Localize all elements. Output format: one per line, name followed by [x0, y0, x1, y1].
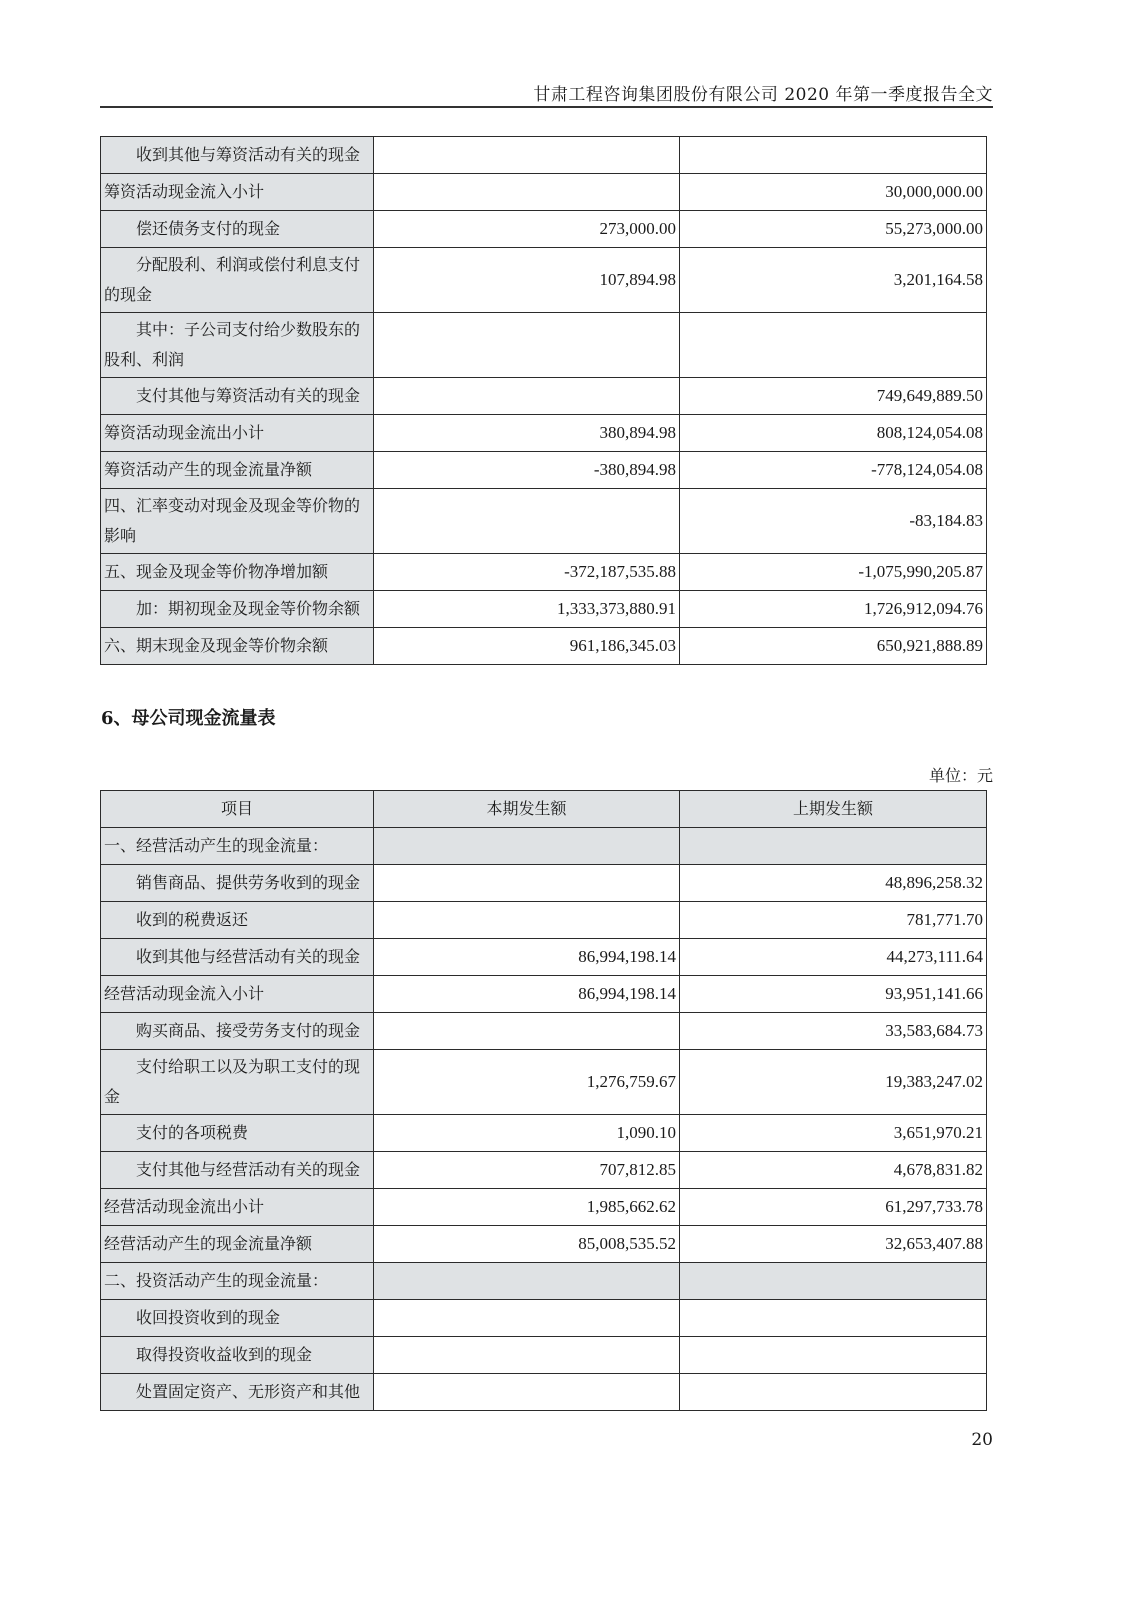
prior-period-value: 44,273,111.64	[680, 939, 987, 976]
prior-period-value: -83,184.83	[680, 489, 987, 554]
row-label: 其中：子公司支付给少数股东的股利、利润	[101, 313, 374, 378]
table-row	[101, 452, 987, 489]
table-row	[101, 313, 987, 378]
current-period-value	[374, 902, 680, 939]
table-row	[101, 174, 987, 211]
prior-period-value: 48,896,258.32	[680, 865, 987, 902]
prior-period-value: 4,678,831.82	[680, 1152, 987, 1189]
table-row	[101, 378, 987, 415]
prior-period-value	[680, 1374, 987, 1411]
row-label: 六、期末现金及现金等价物余额	[101, 628, 374, 665]
row-label: 支付其他与筹资活动有关的现金	[101, 378, 374, 415]
row-label: 偿还债务支付的现金	[101, 211, 374, 248]
row-label: 处置固定资产、无形资产和其他	[101, 1374, 374, 1411]
prior-period-value: 32,653,407.88	[680, 1226, 987, 1263]
row-label: 销售商品、提供劳务收到的现金	[101, 865, 374, 902]
table-row	[101, 628, 987, 665]
prior-period-value: 93,951,141.66	[680, 976, 987, 1013]
row-label: 取得投资收益收到的现金	[101, 1337, 374, 1374]
row-label: 收到其他与经营活动有关的现金	[101, 939, 374, 976]
current-period-value	[374, 1013, 680, 1050]
table-row	[101, 137, 987, 174]
table-row	[101, 554, 987, 591]
table-row	[101, 976, 987, 1013]
prior-period-value: -778,124,054.08	[680, 452, 987, 489]
prior-period-value	[680, 1300, 987, 1337]
row-label: 收到的税费返还	[101, 902, 374, 939]
row-label: 五、现金及现金等价物净增加额	[101, 554, 374, 591]
table-row	[101, 902, 987, 939]
current-period-value: 1,985,662.62	[374, 1189, 680, 1226]
prior-period-value: 61,297,733.78	[680, 1189, 987, 1226]
row-label: 加：期初现金及现金等价物余额	[101, 591, 374, 628]
prior-period-value	[680, 1263, 987, 1300]
row-label: 支付给职工以及为职工支付的现金	[101, 1050, 374, 1115]
prior-period-value: 30,000,000.00	[680, 174, 987, 211]
row-label: 筹资活动现金流入小计	[101, 174, 374, 211]
column-header-current: 本期发生额	[374, 791, 680, 828]
table-row	[101, 1337, 987, 1374]
current-period-value: 86,994,198.14	[374, 976, 680, 1013]
page-number: 20	[971, 1430, 993, 1450]
table-row	[101, 1226, 987, 1263]
current-period-value: 85,008,535.52	[374, 1226, 680, 1263]
current-period-value: 380,894.98	[374, 415, 680, 452]
table-row	[101, 248, 987, 313]
unit-label: 单位：元	[928, 766, 993, 785]
row-label: 分配股利、利润或偿付利息支付的现金	[101, 248, 374, 313]
table-row	[101, 415, 987, 452]
table-row	[101, 1013, 987, 1050]
current-period-value: 86,994,198.14	[374, 939, 680, 976]
table-row	[101, 1189, 987, 1226]
row-label: 一、经营活动产生的现金流量：	[101, 828, 374, 865]
row-label: 经营活动现金流入小计	[101, 976, 374, 1013]
table-header-row	[101, 791, 987, 828]
table-row	[101, 1300, 987, 1337]
prior-period-value: 1,726,912,094.76	[680, 591, 987, 628]
prior-period-value: 749,649,889.50	[680, 378, 987, 415]
prior-period-value: 3,201,164.58	[680, 248, 987, 313]
prior-period-value	[680, 1337, 987, 1374]
table-row	[101, 489, 987, 554]
current-period-value: 273,000.00	[374, 211, 680, 248]
table-row	[101, 1115, 987, 1152]
current-period-value: 1,333,373,880.91	[374, 591, 680, 628]
current-period-value	[374, 1300, 680, 1337]
current-period-value	[374, 828, 680, 865]
row-label: 收到其他与筹资活动有关的现金	[101, 137, 374, 174]
financing-cash-flow-table	[100, 136, 987, 665]
report-header-title: 甘肃工程咨询集团股份有限公司 2020 年第一季度报告全文	[533, 85, 993, 105]
row-label: 购买商品、接受劳务支付的现金	[101, 1013, 374, 1050]
column-header-prior: 上期发生额	[680, 791, 987, 828]
prior-period-value: 19,383,247.02	[680, 1050, 987, 1115]
current-period-value: 107,894.98	[374, 248, 680, 313]
current-period-value	[374, 313, 680, 378]
current-period-value: 961,186,345.03	[374, 628, 680, 665]
prior-period-value: 33,583,684.73	[680, 1013, 987, 1050]
table-row	[101, 1374, 987, 1411]
current-period-value	[374, 865, 680, 902]
current-period-value	[374, 137, 680, 174]
row-label: 支付其他与经营活动有关的现金	[101, 1152, 374, 1189]
current-period-value: 1,276,759.67	[374, 1050, 680, 1115]
section-header-row	[101, 828, 987, 865]
current-period-value	[374, 378, 680, 415]
prior-period-value: 55,273,000.00	[680, 211, 987, 248]
row-label: 经营活动产生的现金流量净额	[101, 1226, 374, 1263]
column-header-item: 项目	[101, 791, 374, 828]
prior-period-value: -1,075,990,205.87	[680, 554, 987, 591]
header-divider	[100, 106, 993, 108]
prior-period-value: 3,651,970.21	[680, 1115, 987, 1152]
prior-period-value	[680, 313, 987, 378]
row-label: 支付的各项税费	[101, 1115, 374, 1152]
current-period-value	[374, 489, 680, 554]
section-header-row	[101, 1263, 987, 1300]
row-label: 四、汇率变动对现金及现金等价物的影响	[101, 489, 374, 554]
row-label: 筹资活动现金流出小计	[101, 415, 374, 452]
table-row	[101, 865, 987, 902]
current-period-value	[374, 1337, 680, 1374]
current-period-value: -380,894.98	[374, 452, 680, 489]
prior-period-value	[680, 828, 987, 865]
table-row	[101, 1152, 987, 1189]
prior-period-value	[680, 137, 987, 174]
current-period-value: 707,812.85	[374, 1152, 680, 1189]
row-label: 筹资活动产生的现金流量净额	[101, 452, 374, 489]
section-title: 6、母公司现金流量表	[101, 708, 276, 729]
current-period-value	[374, 1263, 680, 1300]
current-period-value	[374, 174, 680, 211]
row-label: 收回投资收到的现金	[101, 1300, 374, 1337]
table-row	[101, 1050, 987, 1115]
current-period-value	[374, 1374, 680, 1411]
prior-period-value: 781,771.70	[680, 902, 987, 939]
current-period-value: -372,187,535.88	[374, 554, 680, 591]
prior-period-value: 808,124,054.08	[680, 415, 987, 452]
current-period-value: 1,090.10	[374, 1115, 680, 1152]
table-row	[101, 211, 987, 248]
row-label: 二、投资活动产生的现金流量：	[101, 1263, 374, 1300]
prior-period-value: 650,921,888.89	[680, 628, 987, 665]
table-row	[101, 939, 987, 976]
parent-cash-flow-table	[100, 790, 987, 1411]
row-label: 经营活动现金流出小计	[101, 1189, 374, 1226]
table-row	[101, 591, 987, 628]
